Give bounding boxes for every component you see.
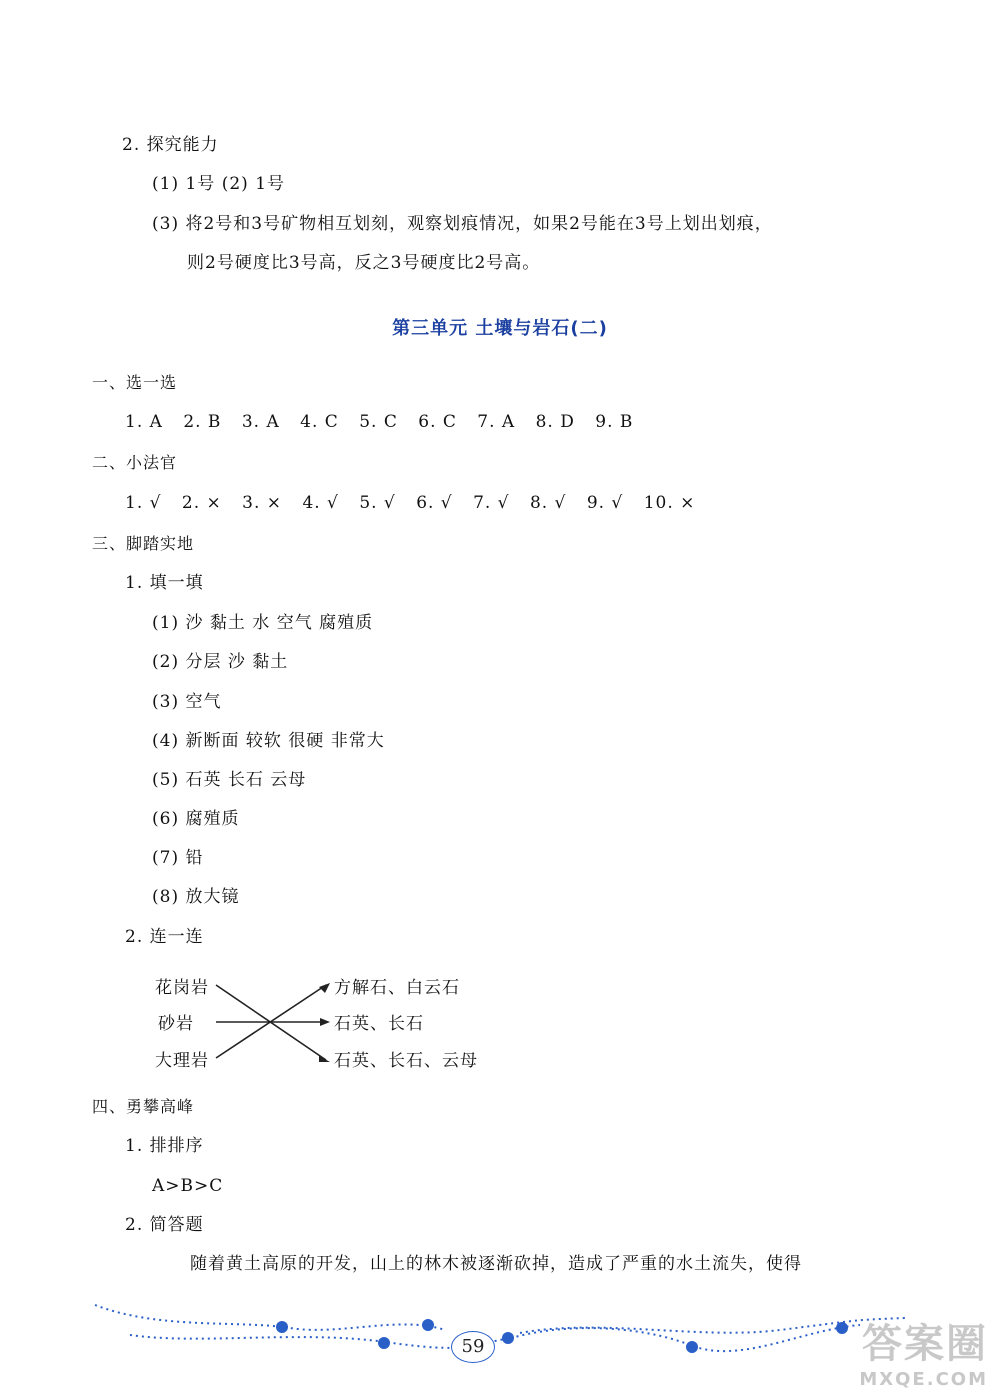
- wave-line: [505, 1325, 860, 1351]
- dot: [378, 1337, 390, 1349]
- answer-item: 8. D: [535, 412, 575, 432]
- watermark-logo: 答案圈: [862, 1321, 988, 1367]
- sort-heading: 1. 排排序: [125, 1136, 204, 1156]
- dot: [422, 1319, 434, 1331]
- fill-item: (4) 新断面 较软 很硬 非常大: [152, 731, 385, 751]
- mineral-label: 方解石、白云石: [334, 978, 460, 998]
- answer-item: 3. ×: [242, 493, 283, 513]
- answer-item: 7. √: [473, 493, 510, 513]
- fill-item: (7) 铅: [152, 848, 204, 868]
- fill-item: (1) 沙 黏土 水 空气 腐殖质: [152, 613, 374, 633]
- connection-lines: [216, 983, 330, 1062]
- footer-decoration: [95, 1305, 905, 1351]
- answer-item: 6. C: [418, 412, 457, 432]
- fill-item: (6) 腐殖质: [152, 809, 240, 829]
- section3-heading: 三、脚踏实地: [92, 534, 195, 553]
- qa-text: 随着黄土高原的开发，山上的林木被逐渐砍掉，造成了严重的水土流失，使得: [190, 1254, 802, 1274]
- answer-item: 8. √: [529, 493, 567, 513]
- explore-heading: 2. 探究能力: [122, 135, 219, 155]
- page-number: 59: [451, 1331, 495, 1363]
- unit-title: 第三单元 土壤与岩石(二): [392, 318, 608, 339]
- mineral-label: 石英、长石: [334, 1014, 424, 1034]
- answer-item: 9. B: [595, 412, 634, 432]
- fill-heading: 1. 填一填: [125, 573, 204, 593]
- connection-arrow: [320, 1018, 330, 1026]
- rock-label: 花岗岩: [155, 978, 209, 998]
- qa-heading: 2. 简答题: [125, 1215, 204, 1235]
- sort-answer: A>B>C: [152, 1176, 224, 1196]
- answer-item: 2. B: [183, 412, 222, 432]
- explore-line-2: (3) 将2号和3号矿物相互划刻，观察划痕情况，如果2号能在3号上划出划痕，: [152, 214, 773, 234]
- fill-item: (5) 石英 长石 云母: [152, 770, 307, 790]
- answer-item: 4. √: [302, 493, 339, 513]
- answer-item: 10. ×: [643, 493, 696, 513]
- answer-item: 5. √: [359, 493, 396, 513]
- answer-item: 5. C: [359, 412, 398, 432]
- fill-item: (2) 分层 沙 黏土: [152, 652, 289, 672]
- fill-item: (3) 空气: [152, 692, 222, 712]
- answer-item: 3. A: [241, 412, 280, 432]
- dot: [686, 1341, 698, 1353]
- section1-heading: 一、选一选: [92, 373, 178, 392]
- answer-item: 4. C: [300, 412, 339, 432]
- dot: [276, 1321, 288, 1333]
- explore-line-1: (1) 1号 (2) 1号: [152, 174, 286, 194]
- footer-dots: [276, 1319, 848, 1353]
- dot: [836, 1322, 848, 1334]
- watermark-site: MXQE.COM: [859, 1369, 988, 1390]
- watermark: [859, 1312, 988, 1390]
- answer-item: 1. √: [125, 493, 162, 513]
- answer-item: 2. ×: [181, 493, 222, 513]
- dot: [502, 1332, 514, 1344]
- section2-heading: 二、小法官: [92, 453, 178, 472]
- fill-item: (8) 放大镜: [152, 887, 240, 907]
- connection-arrow: [319, 983, 330, 993]
- rock-label: 大理岩: [155, 1051, 209, 1071]
- rock-label: 砂岩: [158, 1014, 194, 1034]
- wave-line: [95, 1305, 445, 1330]
- section4-heading: 四、勇攀高峰: [92, 1097, 195, 1116]
- explore-line-3: 则2号硬度比3号高，反之3号硬度比2号高。: [187, 253, 541, 273]
- answer-item: 7. A: [477, 412, 516, 432]
- mineral-label: 石英、长石、云母: [334, 1051, 478, 1071]
- answer-item: 9. √: [586, 493, 624, 513]
- connection-arrow: [319, 1056, 330, 1062]
- answer-item: 1. A: [125, 412, 163, 432]
- answer-item: 6. √: [416, 493, 453, 513]
- connect-heading: 2. 连一连: [125, 927, 204, 947]
